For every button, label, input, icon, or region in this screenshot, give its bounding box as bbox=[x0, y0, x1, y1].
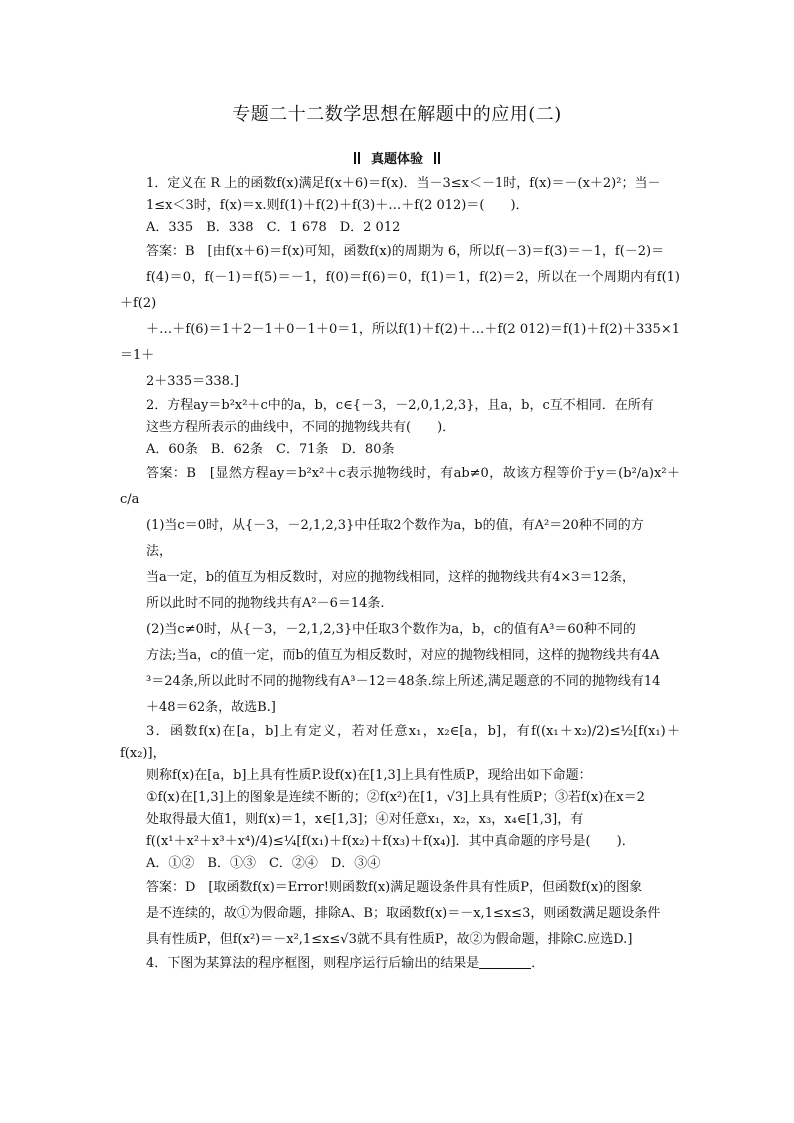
text-line: 4．下图为某算法的程序框图，则程序运行后输出的结果是 ． bbox=[146, 956, 545, 971]
text-line-content: f(4)＝0，f(－1)＝f(5)＝－1，f(0)＝f(6)＝0，f(1)＝1，f(2)＝2，所以在一个周期内有f(1)＋f(2) bbox=[120, 270, 680, 311]
text-line bbox=[120, 721, 680, 765]
text-line bbox=[120, 217, 680, 239]
text-line bbox=[120, 901, 680, 927]
text-line-content: ①f(x)在[1,3]上的图象是连续不断的；②f(x²)在[1，√3]上具有性质P；③若f(x)在x＝2 bbox=[146, 790, 645, 805]
text-line bbox=[120, 265, 680, 317]
text-line bbox=[120, 539, 680, 565]
text-line bbox=[120, 787, 680, 809]
text-line bbox=[120, 317, 680, 369]
text-line bbox=[120, 643, 680, 669]
text-line bbox=[120, 809, 680, 831]
text-line-content: 2＋335＝338.] bbox=[146, 374, 240, 389]
text-line bbox=[120, 617, 680, 643]
text-line-content: (1)当c＝0时，从{－3，－2,1,2,3}中任取2个数作为a，b的值，有A²＝20种不同的方 bbox=[146, 518, 644, 533]
document-body bbox=[120, 173, 680, 975]
text-line-content: A．60条 B．62条 C．71条 D．80条 bbox=[146, 442, 395, 457]
text-line-content: A．①② B．①③ C．②④ D．③④ bbox=[146, 856, 381, 871]
text-line-content: 法， bbox=[146, 544, 173, 559]
text-line bbox=[120, 513, 680, 539]
text-line bbox=[120, 395, 680, 417]
text-line-content: 答案：D [取函数f(x)＝Error!则函数f(x)满足题设条件具有性质P，但函数f(x)的图象 bbox=[146, 880, 643, 895]
text-line-content: ＋…＋f(6)＝1＋2－1＋0－1＋0＝1，所以f(1)＋f(2)＋…＋f(2 012)＝f(1)＋f(2)＋335×1＝1＋ bbox=[120, 322, 680, 363]
text-line-content: 3．函数f(x)在[a，b]上有定义，若对任意x₁，x₂∈[a，b]，有f((x₁＋x₂)/2)≤½[f(x₁)＋f(x₂)]， bbox=[120, 724, 680, 761]
text-line bbox=[120, 461, 680, 513]
text-line-content: ＋48＝62条，故选B.] bbox=[146, 700, 276, 715]
text-line bbox=[120, 695, 680, 721]
text-line-content: (2)当c≠0时，从{－3，－2,1,2,3}中任取3个数作为a，b，c的值有A³＝60种不同的 bbox=[146, 622, 636, 637]
heading-bar-icon-right bbox=[433, 152, 441, 167]
text-line bbox=[120, 173, 680, 195]
text-line-content: 所以此时不同的抛物线共有A²－6＝14条. bbox=[146, 596, 385, 611]
text-line-content: 是不连续的，故①为假命题，排除A、B；取函数f(x)＝－x,1≤x≤3，则函数满足题设条件 bbox=[146, 906, 661, 921]
text-line-content: 答案：B [显然方程ay＝b²x²＋c表示抛物线时，有ab≠0，故该方程等价于y＝(b²/a)x²＋c/a bbox=[120, 466, 680, 507]
text-line-content: 2．方程ay＝b²x²＋c中的a，b，c∈{－3，－2,0,1,2,3}，且a，b，c互不相同．在所有 bbox=[146, 398, 654, 413]
text-line-content: 答案：B [由f(x＋6)＝f(x)可知，函数f(x)的周期为 6，所以f(－3)＝f(3)＝－1，f(－2)＝ bbox=[146, 244, 665, 259]
text-line bbox=[120, 369, 680, 395]
text-line-content: ³＝24条,所以此时不同的抛物线有A³－12＝48条.综上所述,满足题意的不同的抛物线有14 bbox=[146, 674, 661, 689]
text-line-content: 这些方程所表示的曲线中，不同的抛物线共有( )． bbox=[146, 420, 456, 435]
text-line bbox=[120, 439, 680, 461]
text-line-content: 方法;当a，c的值一定，而b的值互为相反数时，对应的抛物线相同，这样的抛物线共有4A bbox=[146, 648, 660, 663]
text-line bbox=[120, 875, 680, 901]
section-heading-text: 真题体验 bbox=[370, 152, 423, 167]
text-line-content: 则称f(x)在[a，b]上具有性质P.设f(x)在[1,3]上具有性质P，现给出如下命题： bbox=[146, 768, 592, 783]
text-line-content: 处取得最大值1，则f(x)＝1，x∈[1,3]；④对任意x₁，x₂，x₃，x₄∈[1,3]，有 bbox=[146, 812, 584, 827]
text-line-content: 当a一定，b的值互为相反数时，对应的抛物线相同，这样的抛物线共有4×3＝12条， bbox=[146, 570, 636, 585]
text-line-content: 4．下图为某算法的程序框图，则程序运行后输出的结果是 bbox=[146, 956, 480, 971]
text-line bbox=[120, 417, 680, 439]
document-title: 专题二十二数学思想在解题中的应用(二) bbox=[232, 104, 562, 125]
section-heading bbox=[0, 148, 794, 167]
text-line-content: f((x¹＋x²＋x³＋x⁴)/4)≤¼[f(x₁)＋f(x₂)＋f(x₃)＋f(x₄)]．其中真命题的序号是( )． bbox=[146, 834, 635, 849]
text-line bbox=[120, 565, 680, 591]
text-line bbox=[120, 927, 680, 953]
text-line bbox=[120, 195, 680, 217]
heading-bar-icon-left bbox=[353, 152, 361, 167]
answer-blank[interactable] bbox=[479, 954, 531, 969]
text-line bbox=[120, 591, 680, 617]
text-line-content: 1．定义在 R 上的函数f(x)满足f(x＋6)＝f(x)．当－3≤x＜－1时，f(x)＝－(x＋2)²；当－ bbox=[146, 176, 661, 191]
text-line bbox=[120, 853, 680, 875]
text-line-content: 具有性质P，但f(x²)＝－x²,1≤x≤√3就不具有性质P，故②为假命题，排除C.应选D.] bbox=[146, 932, 633, 947]
text-line-content: A．335 B．338 C．1 678 D．2 012 bbox=[146, 220, 401, 235]
text-line bbox=[120, 831, 680, 853]
text-line-content: 1≤x＜3时，f(x)＝x.则f(1)＋f(2)＋f(3)＋…＋f(2 012)＝( )． bbox=[146, 198, 529, 213]
text-line bbox=[120, 669, 680, 695]
text-line bbox=[120, 765, 680, 787]
text-line bbox=[120, 239, 680, 265]
